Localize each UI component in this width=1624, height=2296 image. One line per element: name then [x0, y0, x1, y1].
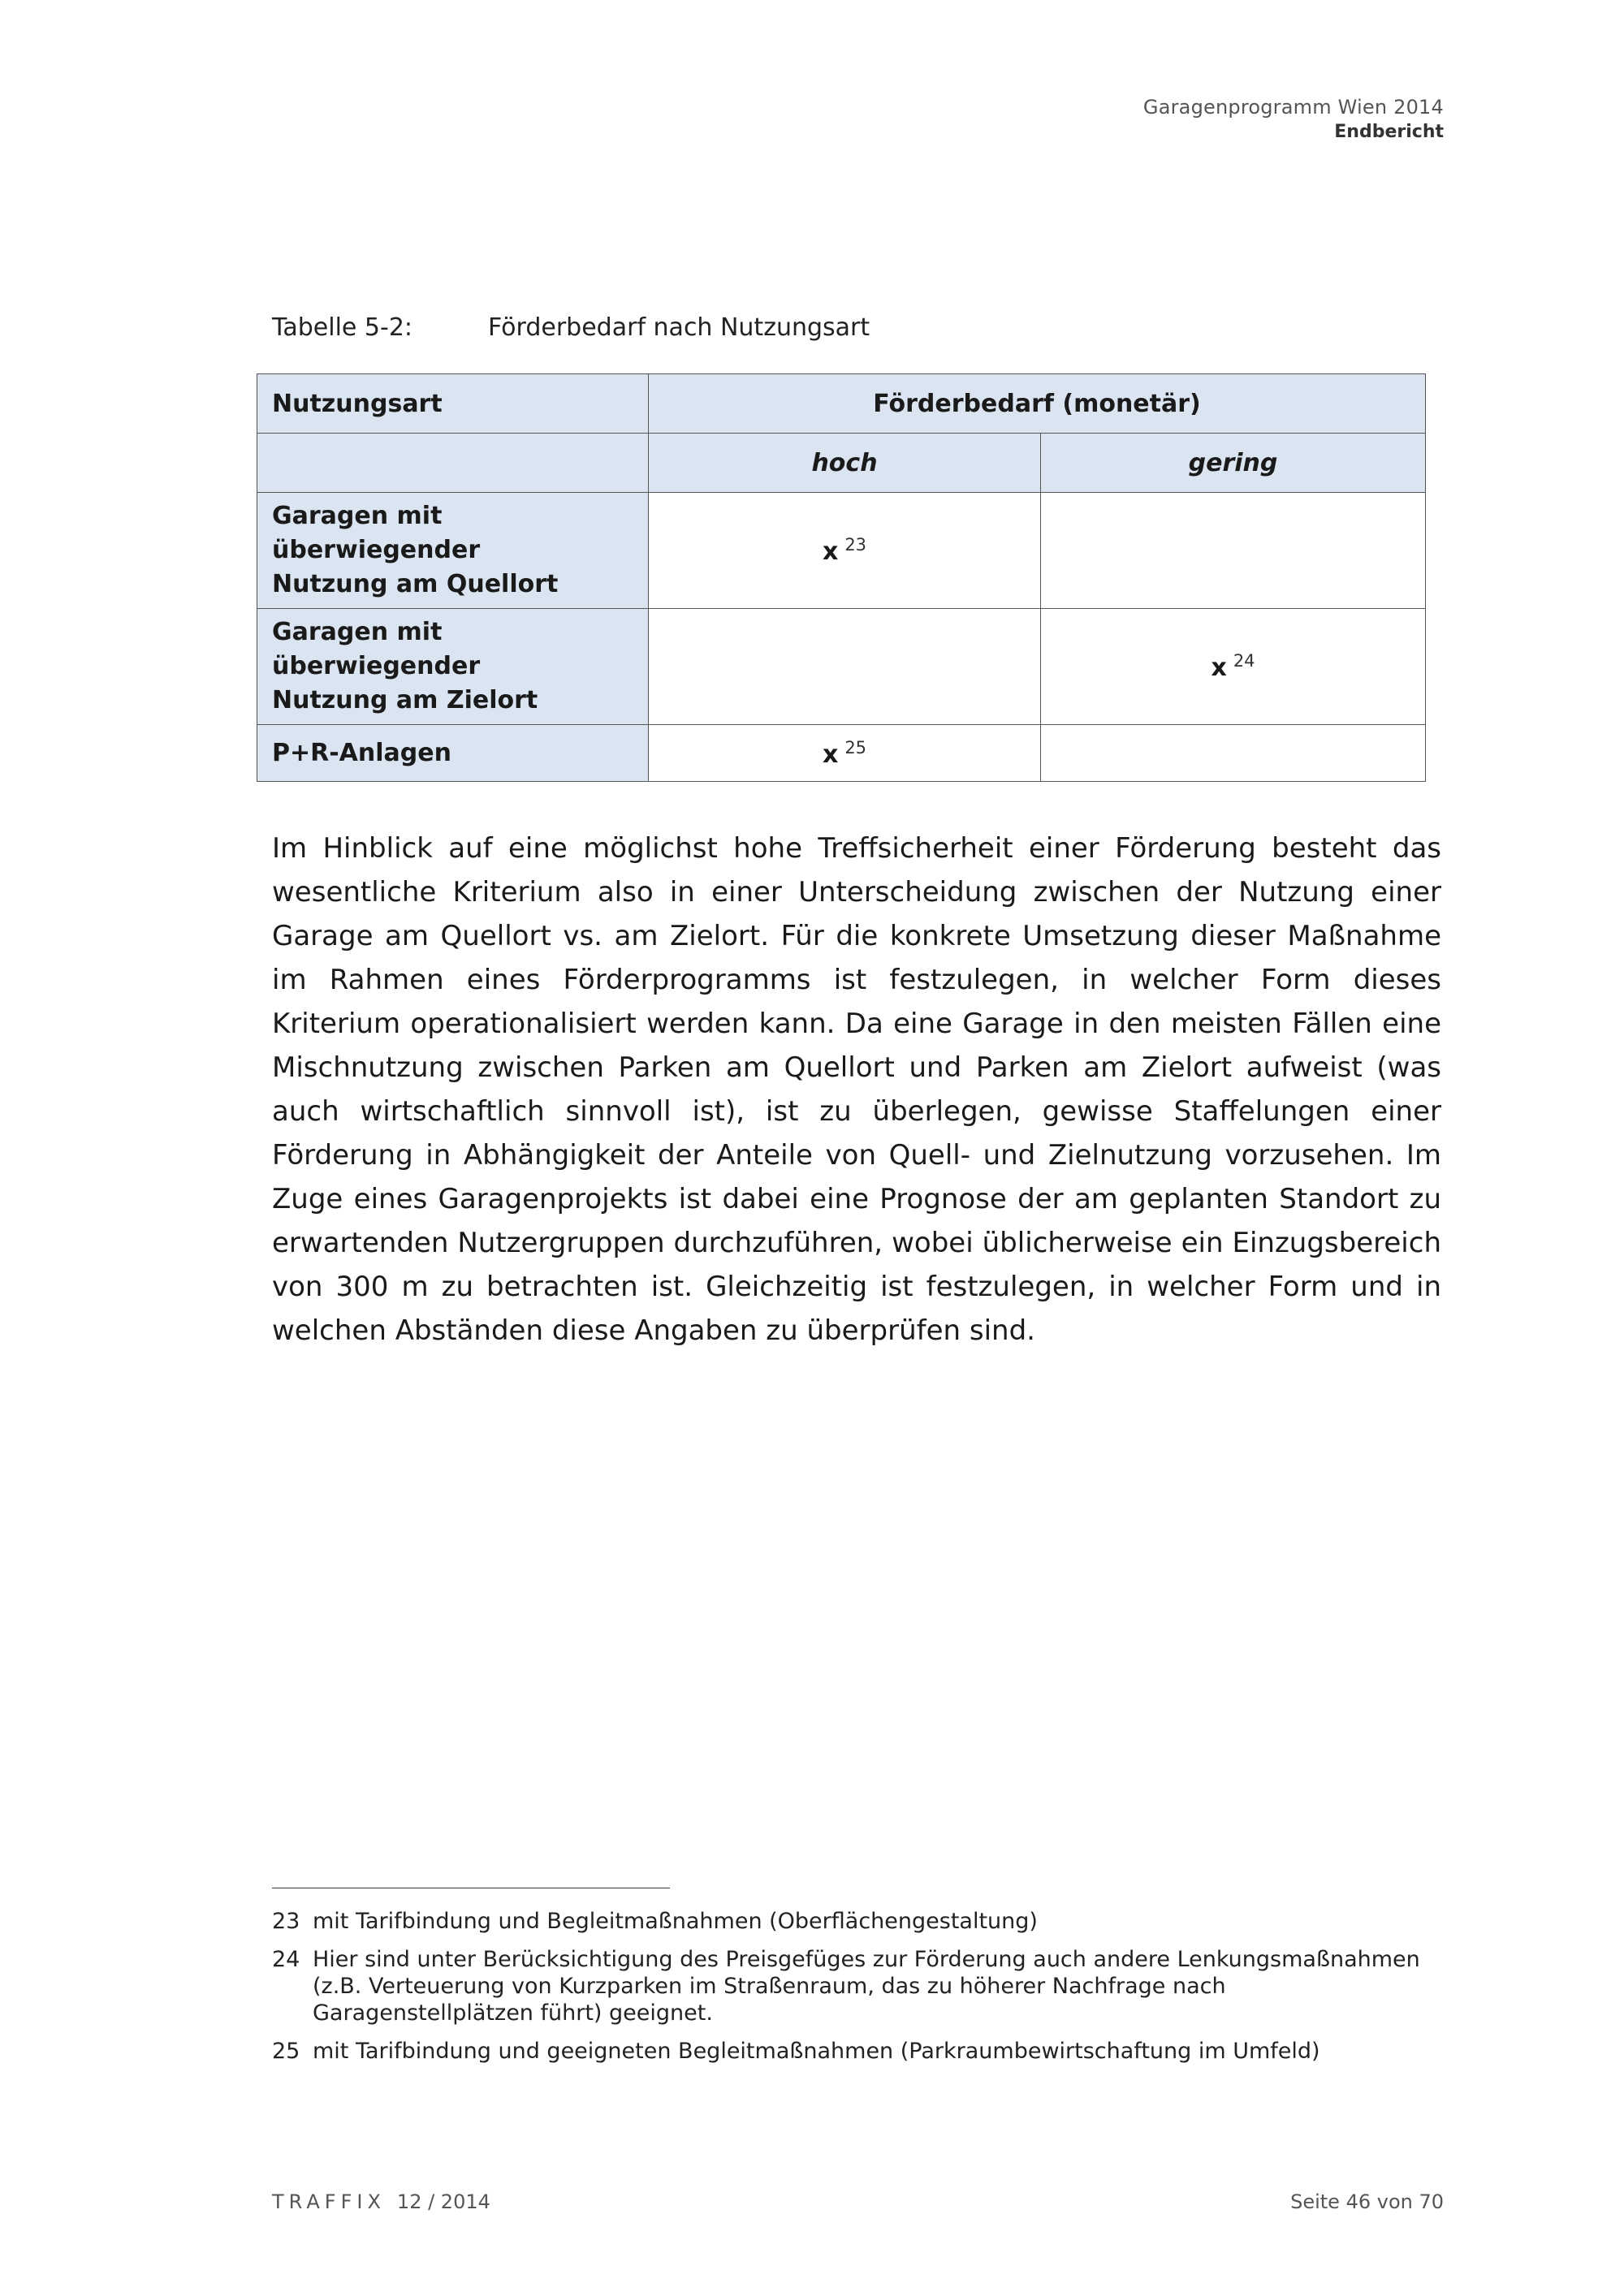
cell-low — [1041, 725, 1426, 782]
subheader-low: gering — [1041, 434, 1426, 493]
footnote-ref: 25 — [844, 737, 867, 757]
footnote — [272, 1908, 1425, 1935]
footnote-text: mit Tarifbindung und Begleitmaßnahmen (Oberflächengestaltung) — [313, 1909, 1038, 1934]
row-label-line: P+R-Anlagen — [272, 738, 451, 767]
table-row — [257, 493, 1426, 609]
cross-mark: x — [822, 740, 839, 769]
header-usage: Nutzungsart — [257, 374, 649, 434]
row-label-line: Nutzung am Zielort — [272, 686, 538, 714]
table-header-row — [257, 374, 1426, 434]
cross-mark: x — [1211, 654, 1227, 682]
table-caption-text: Förderbedarf nach Nutzungsart — [488, 313, 870, 342]
cell-high — [649, 609, 1041, 725]
table-row — [257, 609, 1426, 725]
footnote-number: 24 — [272, 1947, 300, 1972]
footnote — [272, 1946, 1425, 2026]
footnote-number: 23 — [272, 1909, 300, 1934]
footnote-ref: 24 — [1233, 651, 1255, 671]
row-label — [257, 493, 649, 609]
row-label-line: Nutzung am Quellort — [272, 570, 559, 598]
footer-brand: TRAFFIX — [272, 2190, 386, 2213]
subheader-high: hoch — [649, 434, 1041, 493]
footnote-text: Hier sind unter Berücksichtigung des Preisgefüges zur Förderung auch andere Lenkungsmaßnahmen (z.B. Verteuerung von Kurzparken im Straßenraum, das zu höherer Nachfrage nach Garagenstellplätzen führt) geeignet. — [313, 1947, 1420, 2026]
cell-high — [649, 493, 1041, 609]
footnotes — [272, 1908, 1425, 2076]
document-subtitle: Endbericht — [1334, 122, 1444, 142]
body-paragraph: Im Hinblick auf eine möglichst hohe Treffsicherheit einer Förderung besteht das wesentliche Kriterium also in einer Unterscheidung zwischen der Nutzung einer Garage am Quellort vs. am Zielort. Für die konkrete Umsetzung dieser Maßnahme im Rahmen eines Förderprogramms ist festzulegen, in welcher Form dieses Kriterium operationalisiert werden kann. Da eine Garage in den meisten Fällen eine Mischnutzung zwischen Parken am Quellort und Parken am Zielort aufweist (was auch wirtschaftlich sinnvoll ist), ist zu überlegen, gewisse Staffelungen einer Förderung in Abhängigkeit der Anteile von Quell- und Zielnutzung vorzusehen. Im Zuge eines Garagenprojekts ist dabei eine Prognose der am geplanten Standort zu erwartenden Nutzergruppen durchzuführen, wobei üblicherweise ein Einzugsbereich von 300 m zu betrachten ist. Gleichzeitig ist festzulegen, in welcher Form und in welchen Abständen diese Angaben zu überprüfen sind. — [272, 832, 1441, 1347]
table-row — [257, 725, 1426, 782]
table-subheader-row — [257, 434, 1426, 493]
footer-left — [272, 2190, 490, 2213]
footnote — [272, 2038, 1425, 2065]
row-label — [257, 725, 649, 782]
footnote-ref: 23 — [844, 535, 867, 555]
cell-low — [1041, 609, 1426, 725]
cell-low — [1041, 493, 1426, 609]
header-funding-need: Förderbedarf (monetär) — [649, 374, 1426, 434]
footer-date: 12 / 2014 — [396, 2190, 490, 2213]
row-label — [257, 609, 649, 725]
cell-high — [649, 725, 1041, 782]
table-caption — [272, 313, 870, 342]
row-label-line: Garagen mit überwiegender — [272, 502, 481, 564]
page-footer — [272, 2190, 1444, 2213]
page-number: Seite 46 von 70 — [1290, 2190, 1444, 2213]
row-label-line: Garagen mit überwiegender — [272, 618, 481, 680]
document-title: Garagenprogramm Wien 2014 — [1142, 96, 1444, 119]
footnote-text: mit Tarifbindung und geeigneten Begleitmaßnahmen (Parkraumbewirtschaftung im Umfeld) — [313, 2039, 1320, 2064]
table-caption-label: Tabelle 5-2: — [272, 313, 413, 342]
subheader-empty — [257, 434, 649, 493]
footnote-number: 25 — [272, 2039, 300, 2064]
cross-mark: x — [822, 537, 839, 566]
funding-table — [257, 373, 1426, 782]
page-header — [1143, 96, 1444, 142]
